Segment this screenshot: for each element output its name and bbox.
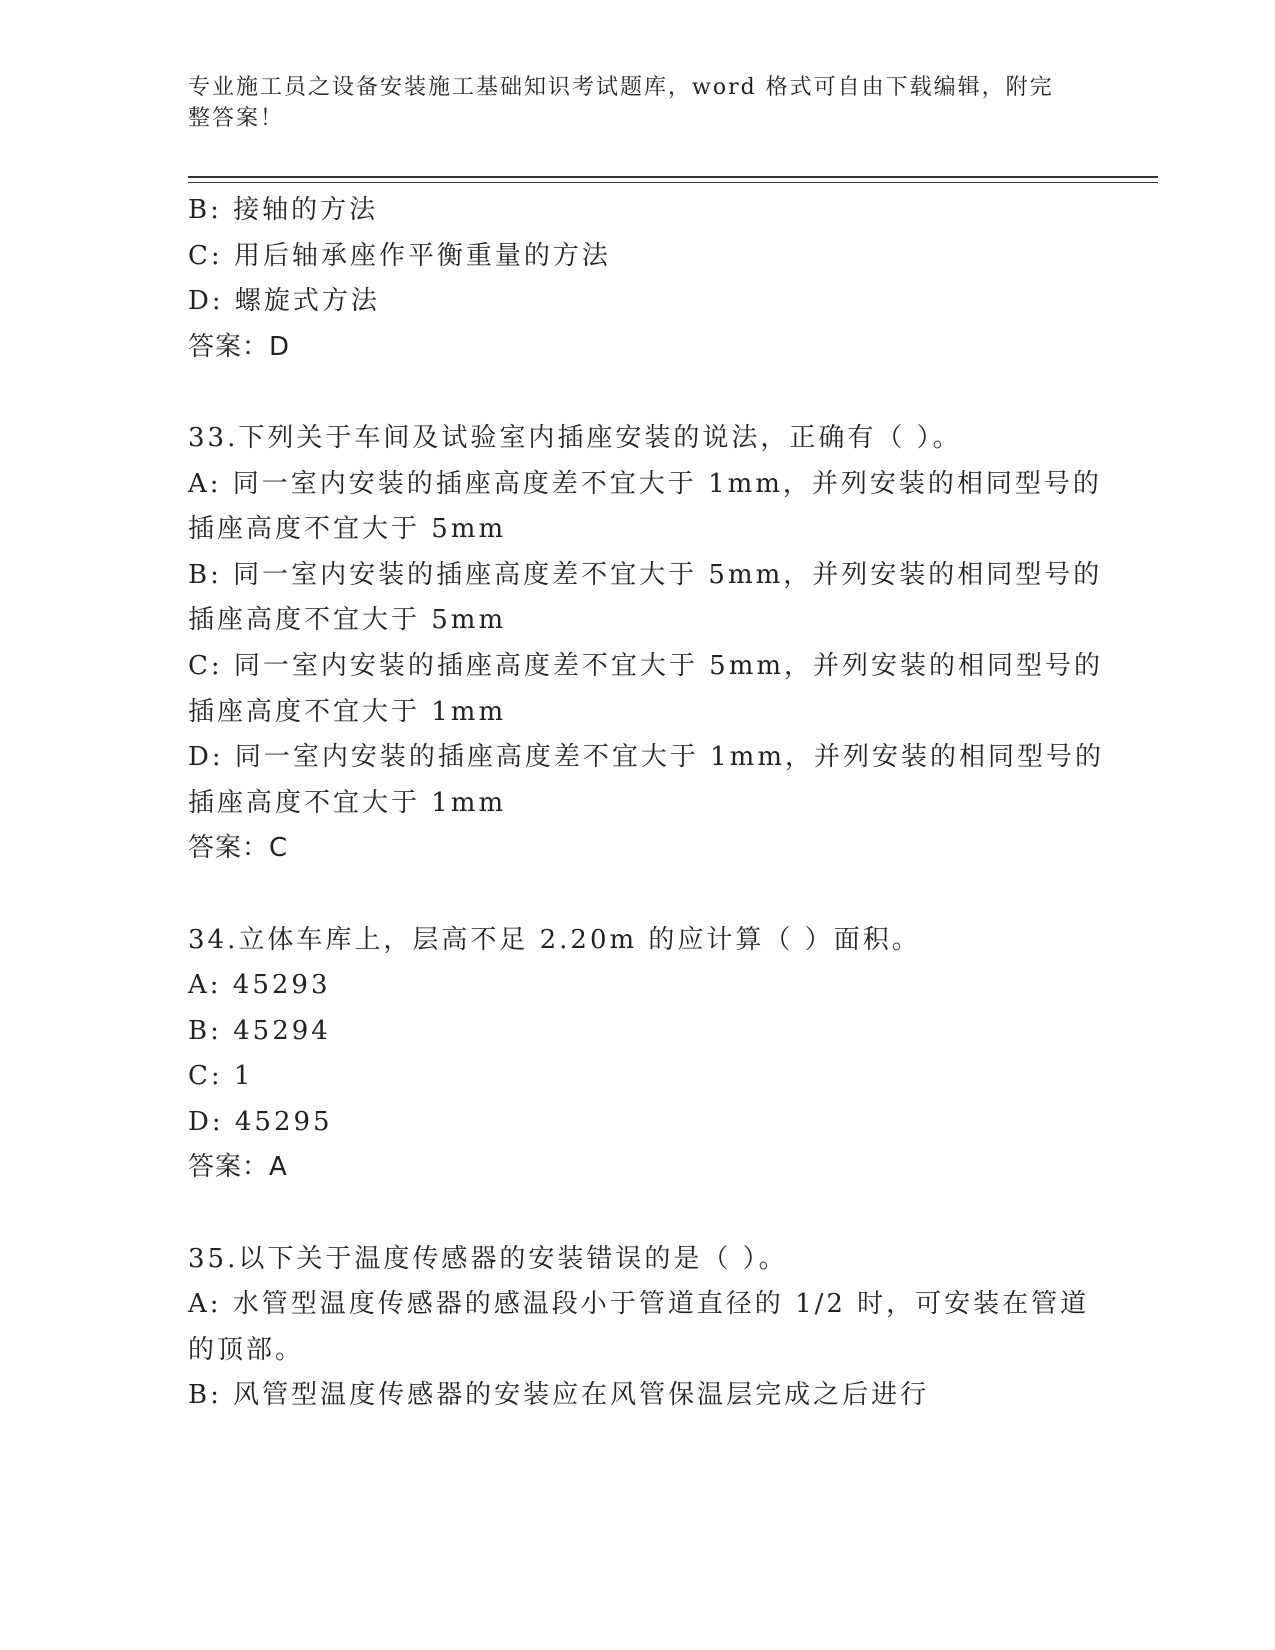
header-line-2: 整答案！ (188, 106, 285, 131)
question-32 (188, 188, 1088, 370)
header-divider-thin (188, 182, 1158, 183)
option-c: C: 同一室内安装的插座高度差不宜大于 5mm，并列安装的相同型号的 (188, 650, 1104, 681)
option-b: B: 接轴的方法 (188, 195, 379, 225)
option-a: A: 水管型温度传感器的感温段小于管道直径的 1/2 时，可安装在管道 (188, 1289, 1090, 1320)
answer: 答案：D (188, 331, 291, 362)
option-a-continued: 插座高度不宜大于 5mm (188, 514, 507, 545)
option-d: D: 同一室内安装的插座高度差不宜大于 1mm，并列安装的相同型号的 (188, 742, 1104, 773)
spacer (188, 370, 1088, 416)
answer: 答案：A (188, 1152, 288, 1183)
question-34 (188, 918, 1088, 1192)
question-text: 34.立体车库上，层高不足 2.20m 的应计算（ ）面积。 (188, 924, 921, 955)
option-d-continued: 插座高度不宜大于 1mm (188, 787, 507, 818)
option-a: A: 同一室内安装的插座高度差不宜大于 1mm，并列安装的相同型号的 (188, 468, 1102, 499)
option-b: B: 风管型温度传感器的安装应在风管保温层完成之后进行 (188, 1380, 930, 1411)
spacer (188, 872, 1088, 918)
option-a-continued: 的顶部。 (188, 1334, 305, 1365)
option-b: B: 同一室内安装的插座高度差不宜大于 5mm，并列安装的相同型号的 (188, 559, 1103, 590)
option-d: D: 45295 (188, 1106, 333, 1137)
answer: 答案：C (188, 833, 289, 864)
document-header (188, 72, 1088, 134)
question-35 (188, 1237, 1088, 1419)
option-b-continued: 插座高度不宜大于 5mm (188, 605, 507, 636)
question-33 (188, 416, 1104, 872)
option-c-continued: 插座高度不宜大于 1mm (188, 696, 507, 727)
option-c: C: 用后轴承座作平衡重量的方法 (188, 240, 611, 271)
option-b: B: 45294 (188, 1015, 331, 1046)
question-text: 35.以下关于温度传感器的安装错误的是（ ）。 (188, 1243, 788, 1274)
spacer (188, 1191, 1088, 1237)
option-c: C: 1 (188, 1061, 254, 1092)
document-body (188, 188, 1104, 1419)
option-d: D: 螺旋式方法 (188, 286, 380, 317)
header-divider-thick (188, 176, 1158, 178)
option-a: A: 45293 (188, 970, 331, 1001)
question-text: 33.下列关于车间及试验室内插座安装的说法，正确有（ ）。 (188, 422, 962, 453)
header-line-1: 专业施工员之设备安装施工基础知识考试题库，word 格式可自由下载编辑，附完 (188, 75, 1054, 100)
